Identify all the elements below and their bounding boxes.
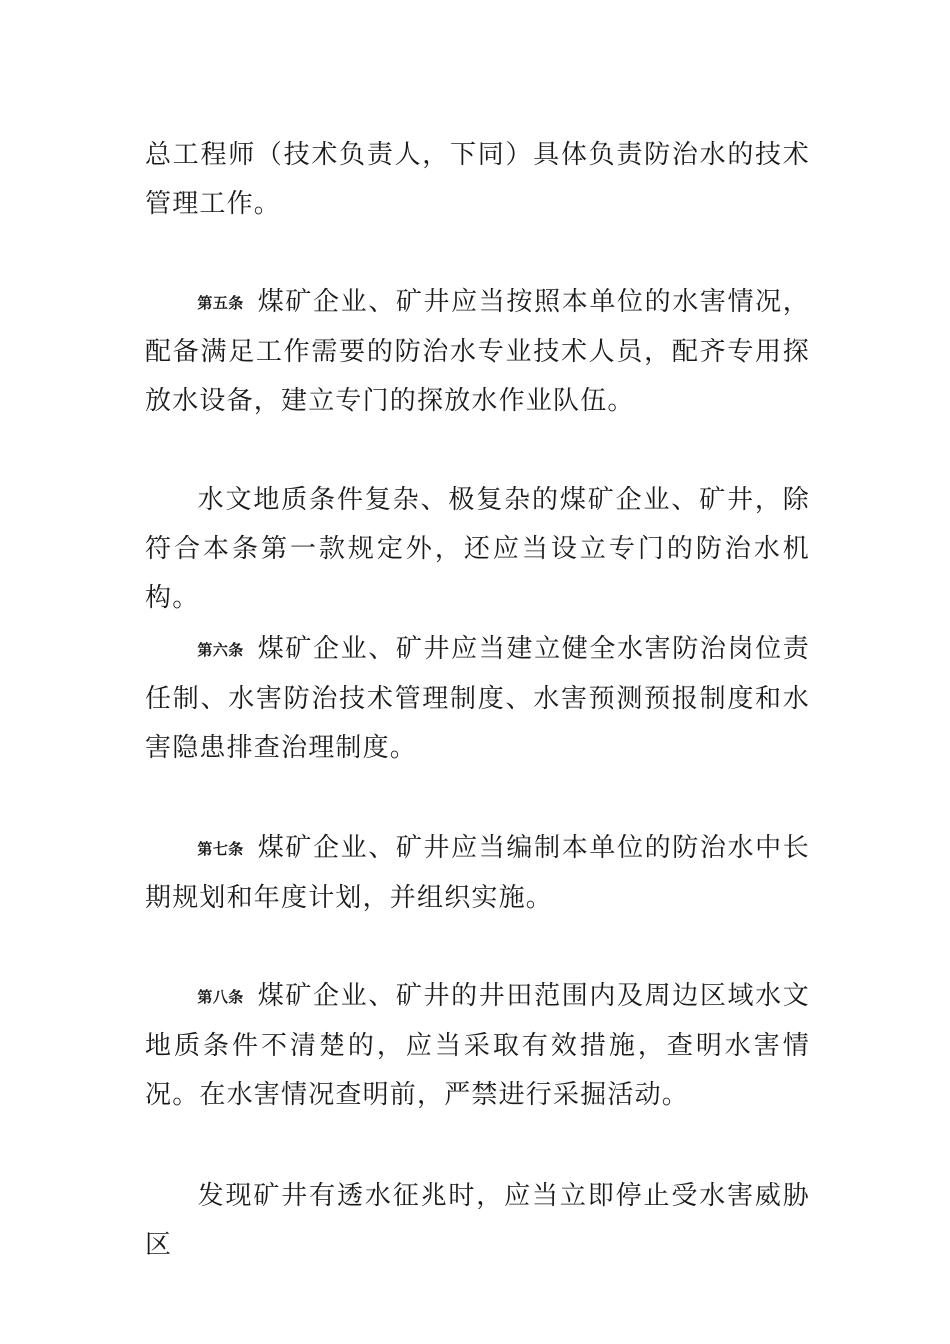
paragraph-article-6 [145,625,810,773]
paragraph-text: 煤矿企业、矿井应当编制本单位的防治水中长期规划和年度计划，并组织实施。 [145,833,810,913]
article-number: 第七条 [197,840,244,858]
paragraph-continuation [145,131,810,229]
paragraph-text: 水文地质条件复杂、极复杂的煤矿企业、矿井，除符合本条第一款规定外，还应当设立专门的防治水机构。 [145,485,810,613]
paragraph-text: 总工程师（技术负责人，下同）具体负责防治水的技术管理工作。 [145,140,810,219]
article-number: 第八条 [197,988,244,1006]
paragraph-article-5-clause-2 [145,476,810,623]
article-number: 第六条 [197,641,244,659]
paragraph-text: 煤矿企业、矿井应当建立健全水害防治岗位责任制、水害防治技术管理制度、水害预测预报制度和水害隐患排查治理制度。 [145,634,810,763]
article-number: 第五条 [197,294,244,312]
paragraph-article-5 [145,278,810,426]
paragraph-text: 煤矿企业、矿井的井田范围内及周边区域水文地质条件不清楚的，应当采取有效措施，查明水害情况。在水害情况查明前，严禁进行采掘活动。 [145,981,810,1110]
paragraph-article-8-clause-2 [145,1172,810,1270]
paragraph-text: 煤矿企业、矿井应当按照本单位的水害情况，配备满足工作需要的防治水专业技术人员，配齐专用探放水设备，建立专门的探放水作业队伍。 [145,287,810,416]
paragraph-article-8 [145,972,810,1120]
paragraph-article-7 [145,824,810,923]
paragraph-text: 发现矿井有透水征兆时，应当立即停止受水害威胁区 [145,1181,810,1260]
